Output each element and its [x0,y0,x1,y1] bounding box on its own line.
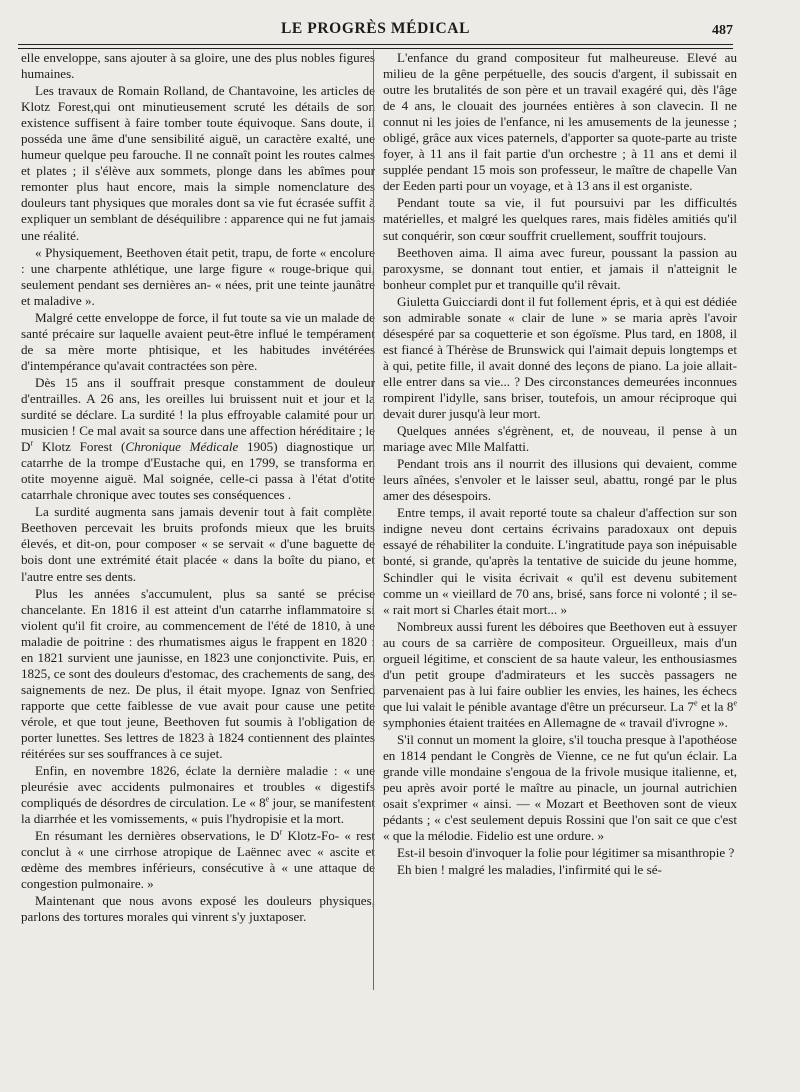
superscript: e [733,698,737,708]
paragraph [21,828,375,892]
paragraph: Quelques années s'égrènent, et, de nouveau, il pense à un mariage avec Mlle Malfatti. [383,423,737,455]
right-column [383,50,737,879]
journal-title: Chronique Médicale [125,439,239,455]
page-number: 487 [712,23,733,38]
superscript: e [693,698,698,708]
paragraph: S'il connut un moment la gloire, s'il toucha presque à l'apothéose en 1814 pendant le Congrès de Vienne, ce ne fut qu'un éclair. La grande ville mondaine s'engoua de la frivole musique italienne, et, peu après avoir porté le maître au pinacle, un journal autrichien osait s'exprimer « ainsi. — « Mozart et Beethoven sont de vieux pédants ; « c'est seulement depuis Rossini que l'on sait ce que c'est « que la mélodie. Fidelio est une ordure. » [383,731,737,844]
paragraph: Maintenant que nous avons exposé les douleurs physiques, parlons des tortures morales qui vinrent s'y juxtaposer. [21,893,375,925]
paragraph: Eh bien ! malgré les maladies, l'infirmité qui le sé- [397,862,662,878]
page-header [18,18,733,42]
paragraph: Malgré cette enveloppe de force, il fut toute sa vie un malade de santé précaire sur laquelle avaient peut-être influé le tempérament de sa mère morte phtisique, et les habitudes invétérées d'intempérance qu'avait contractées son père. [21,309,375,373]
text-run: Nombreux aussi furent les déboires que Beethoven eut à essuyer au cours de sa carrière de compositeur. Orgueilleux, mais d'un orgueil légitime, et conscient de sa haute valeur, les enthousiasmes d'un petit groupe d'admirateurs et les succès passagers ne parvenaient pas à lui faire oublier les envies, les haines, les échecs que lui valait le pénible avantage d'être un précurseur. La 7 [383,618,737,714]
header-rule-thin [18,48,733,49]
text-run: et la 8 [697,698,734,714]
paragraph: elle enveloppe, sans ajouter à sa gloire, une des plus nobles figures humaines. [21,50,375,82]
superscript: e [265,794,270,804]
paragraph: La surdité augmenta sans jamais devenir tout à fait complète. Beethoven percevait les bruits profonds mieux que les bruits élevés, et dit-on, pour composer « se servait « d'une baguette de bois dont une extrémité était placée « dans la boîte du piano, et l'autre entre ses dents. [21,504,375,584]
text-run: Dès 15 ans il souffrait presque constamment de douleur d'entrailles. A 26 ans, les oreilles lui bruissent nuit et jour et la surdité se déclare. La surdité ! la plus effroyable calamité pour un musicien ! Ce mal avait sa source dans une affection héréditaire ; le D [21,374,375,455]
paragraph [21,375,375,503]
paragraph: Pendant trois ans il nourrit des illusions qui devaient, comme leurs aînées, s'envoler et le laisser seul, abattu, rongé par le plus amer des désespoirs. [383,456,737,504]
column-divider [373,50,374,990]
text-run: Enfin, en novembre 1826, éclate la dernière maladie : « une pleurésie avec accidents pulmonaires et troubles « digestifs compliqués de désordres de circulation. Le « 8 [21,763,375,811]
paragraph: « Physiquement, Beethoven était petit, trapu, de forte « encolure : une charpente athlétique, une large figure « rouge-brique qui, seulement pendant ses dernières an- « nées, prit une teinte jaunâtre et maladive ». [21,244,375,308]
superscript: r [279,827,283,837]
running-title: LE PROGRÈS MÉDICAL [280,20,471,37]
paragraph: Est-il besoin d'invoquer la folie pour légitimer sa misanthropie ? [397,845,735,861]
header-rule-thick [18,44,733,45]
paragraph: L'enfance du grand compositeur fut malheureuse. Elevé au milieu de la gêne perpétuelle, des soucis d'argent, il subissait en outre les brutalités de son père et un travail exagéré qui, dès l'âge de 4 ans, le clouait des journées entières à son clavecin. Il ne connut ni les joies de l'enfance, ni les amusements de la jeunesse ; obligé, grâce aux vices paternels, d'apporter sa quote-parte au triste foyer, à 11 ans il fait partie d'un orchestre ; à 11 ans et demi il supplée pendant 15 mois son professeur, le maître de chapelle Van der Eeden parti pour un voyage, et à 13 ans il est organiste. [383,50,737,194]
paragraph: Entre temps, il avait reporté toute sa chaleur d'affection sur son indigne neveu dont certains écrivains paradoxaux ont depuis essayé de réhabiliter la conduite. L'ingratitude paya son inépuisable bonté, si grande, qu'après la tentative de suicide du jeune homme, Schindler qui le visita écrivait « qu'il est devenu subitement comme un « vieillard de 70 ans, brisé, sans force ni volonté ; il se- « rait mort si Charles était mort... » [383,505,737,617]
text-run: Klotz Forest ( [33,439,126,455]
paragraph: Plus les années s'accumulent, plus sa santé se précise chancelante. En 1816 il est atteint d'un catarrhe inflammatoire si violent qu'il fit croire, au commencement de l'été de 1810, à une maladie de poitrine : des rhumatismes aigus le frappent en 1820 : en 1821 survient une jaunisse, en 1823 une conjonctivite. Puis, en 1825, ce sont des douleurs d'estomac, des crachements de sang, des saignements de nez. De plus, il était myope. Ignaz von Senfried rapporte que cette faiblesse de vue avait pour cause une petite vérole, et que tout jeune, Beethoven fut soumis à l'obligation de porter lunettes. Ses lettres de 1823 à 1824 contiennent des plaintes réitérées sur ses souffrances à ce sujet. [21,585,375,762]
paragraph: Pendant toute sa vie, il fut poursuivi par les difficultés matérielles, et malgré les quelques rares, mais fidèles amitiés qu'il sut conquérir, son cœur souffrit cruellement, souffrit toujours. [383,195,737,243]
superscript: r [30,438,34,448]
text-run: jour, se manifestent la diarrhée et les vomissements, « puis l'hydropisie et la mort. [21,795,376,827]
paragraph: Giuletta Guicciardi dont il fut follement épris, et à qui est dédiée son admirable sonate « clair de lune » se maria après l'avoir désespéré par sa coquetterie et son égoïsme. Plus tard, en 1808, il est fiancé à Thérèse de Brunswick qui l'aimait depuis longtemps et à qui, petite fille, il avait donné des leçons de piano. La joie allait-elle entrer dans sa vie... ? Des circonstances demeurées inconnues rompirent l'idylle, sans briser, toutefois, un amour réciproque qui devait durer jusqu'à leur mort. [383,293,737,422]
paragraph [383,619,737,731]
left-column [21,50,375,927]
text-run: symphonies étaient traitées en Allemagne de « travail d'ivrogne ». [383,714,728,730]
paragraph: Beethoven aima. Il aima avec fureur, poussant la passion au paroxysme, se donnant tout entier, et jamais il n'atteignit le bonheur complet pur et tranquille qu'il rêvait. [383,244,737,292]
paragraph: Les travaux de Romain Rolland, de Chantavoine, les articles de Klotz Forest,qui ont minutieusement scruté les détails de son existence suffisent à faire tomber toute équivoque. Sans doute, il posséda une âme d'une sensibilité aiguë, un caractère exalté, une humeur quelque peu farouche. Il ne connaît point les routes calmes et plates ; il s'élève aux sommets, plonge dans les abîmes pour remonter plus haut encore, mais la simple nomenclature des douleurs tant physiques que morales dont sa vie fut écrasée suffit à expliquer un semblant de déséquilibre : apparence qui ne fut jamais une réalité. [21,83,375,243]
text-run: 1905) diagnostique un catarrhe de la trompe d'Eustache qui, en 1799, se transforma en otite moyenne aiguë. Mal soignée, celle-ci passa à l'état d'otite catarrhale chronique avec toutes ses conséquences . [21,439,375,503]
paragraph [21,763,375,827]
text-run: En résumant les dernières observations, le D [35,828,280,844]
text-run: Klotz-Fo- « rest conclut à « une cirrhose atropique de Laënnec avec « ascite et œdème des membres inférieurs, consécutive à « une attaque de congestion pulmonaire. » [21,828,375,892]
